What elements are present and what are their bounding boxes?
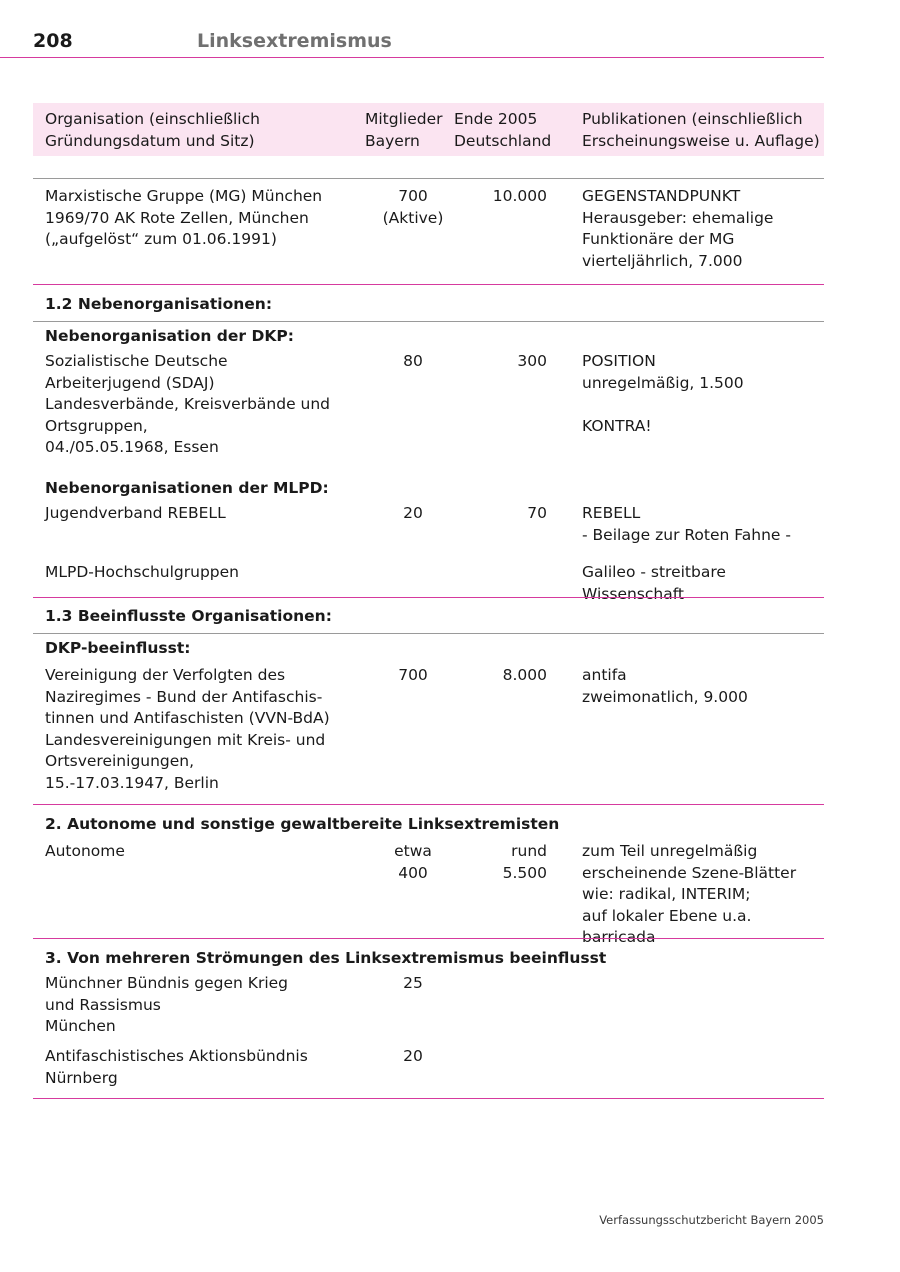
row-deutschland: 8.000 bbox=[502, 666, 547, 684]
row-org: Jugendverband REBELL bbox=[45, 504, 226, 522]
table-header bbox=[33, 103, 824, 156]
row-org: MLPD-Hochschulgruppen bbox=[45, 563, 239, 581]
row-bayern: 700 (Aktive) bbox=[382, 187, 444, 227]
row-publikationen: zum Teil unregelmäßig erscheinende Szene-Blätter wie: radikal, INTERIM; auf lokaler Ebene u.a. barricada bbox=[582, 842, 797, 946]
row-publikationen: POSITION unregelmäßig, 1.500 KONTRA! bbox=[582, 352, 744, 435]
section-1-2-body bbox=[33, 321, 824, 603]
section-title: 3. Von mehreren Strömungen des Linksextremismus beeinflusst bbox=[45, 949, 607, 967]
subsection-title: Nebenorganisation der DKP: bbox=[45, 327, 294, 345]
page-number: 208 bbox=[33, 30, 73, 52]
footer: Verfassungsschutzbericht Bayern 2005 bbox=[599, 1213, 824, 1227]
row-org: Antifaschistisches Aktionsbündnis Nürnberg bbox=[45, 1047, 308, 1087]
table-row bbox=[33, 178, 824, 284]
section-title: 1.3 Beeinflusste Organisationen: bbox=[45, 607, 332, 625]
row-bayern: 700 bbox=[398, 666, 428, 684]
header-org: Organisation (einschließlich Gründungsdatum und Sitz) bbox=[45, 110, 260, 150]
row-org: Sozialistische Deutsche Arbeiterjugend (SDAJ) Landesverbände, Kreisverbände und Ortsgruppen, 04./05.05.1968, Essen bbox=[45, 352, 331, 456]
row-publikationen: REBELL - Beilage zur Roten Fahne - bbox=[582, 504, 791, 544]
section-1-3-body bbox=[33, 633, 824, 804]
table-bottom-rule bbox=[33, 1098, 824, 1099]
row-publikationen: Galileo - streitbare Wissenschaft bbox=[582, 563, 726, 603]
section-1-3 bbox=[33, 597, 824, 633]
header-rule bbox=[0, 57, 824, 58]
section-1-2 bbox=[33, 284, 824, 321]
header-bayern: Mitglieder Bayern bbox=[365, 110, 443, 150]
row-deutschland: rund 5.500 bbox=[502, 842, 547, 882]
row-bayern: 80 bbox=[403, 352, 423, 370]
organisation-table bbox=[33, 103, 824, 1099]
row-publikationen: antifa zweimonatlich, 9.000 bbox=[582, 666, 748, 706]
section-3 bbox=[33, 938, 824, 1098]
header-deutschland: Ende 2005 Deutschland bbox=[454, 110, 552, 150]
header-publikationen: Publikationen (einschließlich Erscheinungsweise u. Auflage) bbox=[582, 110, 820, 150]
row-publikationen: GEGENSTANDPUNKT Herausgeber: ehemalige Funktionäre der MG vierteljährlich, 7.000 bbox=[582, 187, 774, 270]
row-bayern: 25 bbox=[403, 974, 423, 992]
section-title: 2. Autonome und sonstige gewaltbereite Linksextremisten bbox=[45, 815, 560, 833]
row-org: Marxistische Gruppe (MG) München 1969/70 AK Rote Zellen, München („aufgelöst“ zum 01.06.1991) bbox=[45, 187, 323, 248]
row-bayern: 20 bbox=[403, 504, 423, 522]
running-title: Linksextremismus bbox=[197, 30, 392, 52]
section-title: 1.2 Nebenorganisationen: bbox=[45, 295, 273, 313]
subsection-title: DKP-beeinflusst: bbox=[45, 639, 191, 657]
row-org: Vereinigung der Verfolgten des Naziregimes - Bund der Antifaschis- tinnen und Antifaschisten (VVN-BdA) Landesvereinigungen mit Kreis- und Ortsvereinigungen, 15.-17.03.1947, Berlin bbox=[45, 666, 330, 792]
row-deutschland: 70 bbox=[527, 504, 547, 522]
row-deutschland: 10.000 bbox=[492, 187, 547, 205]
row-org: Autonome bbox=[45, 842, 125, 860]
row-deutschland: 300 bbox=[517, 352, 547, 370]
row-bayern: etwa 400 bbox=[394, 842, 432, 882]
row-org: Münchner Bündnis gegen Krieg und Rassismus München bbox=[45, 974, 288, 1035]
subsection-title: Nebenorganisationen der MLPD: bbox=[45, 479, 329, 497]
section-2 bbox=[33, 804, 824, 946]
row-bayern: 20 bbox=[403, 1047, 423, 1065]
